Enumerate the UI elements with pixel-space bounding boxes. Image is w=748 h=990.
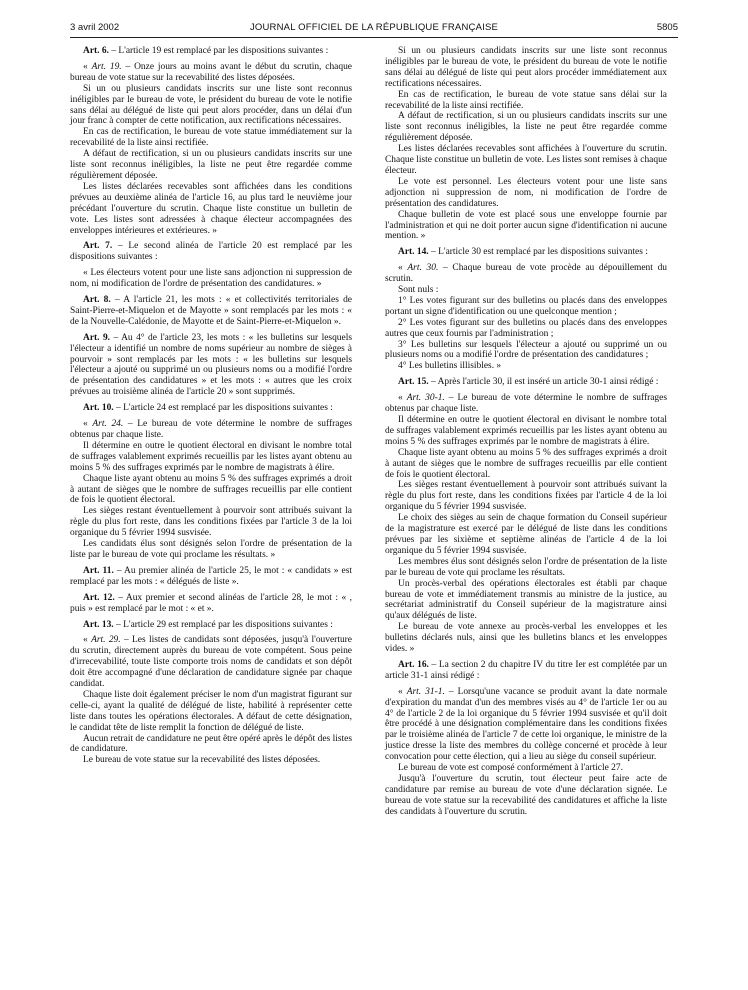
quoted-article-text: – Lorsqu'une vacance se produit avant la date normale d'expiration du mandat d'un des membres visés au 4° de l'article 1er ou au 4° de l'article 2 de la loi organique du 5 février 1994 susvisée et qu'il doit être procédé à une désignation complémentaire dans les conditions fixées par le troisième alinéa de l'article 7 de cette loi organique, le ministre de la justice dresse la liste des membres du collège concerné et procède à leur convocation pour cette élection, qui a lieu au siège du conseil supérieur. bbox=[385, 686, 668, 763]
paragraph: Le bureau de vote est composé conformément à l'article 27. bbox=[398, 763, 623, 774]
article-heading bbox=[70, 295, 352, 328]
paragraph: Il détermine en outre le quotient électoral en divisant le nombre total de suffrages valablement exprimés recueillis par les listes ayant obtenu au moins 5 % des suffrages exprimés par le nombre de magistrats à élire. bbox=[385, 415, 667, 447]
article-text: – L'article 19 est remplacé par les dispositions suivantes : bbox=[111, 46, 329, 56]
paragraph: Si un ou plusieurs candidats inscrits sur une liste sont reconnus inéligibles par le bureau de vote, le président du bureau de vote le notifie sans délai au délégué de liste qui peut alors procéder immédiatement aux rectifications nécessaires. bbox=[385, 46, 667, 89]
quoted-article: « Art. 19. – Onze jours au moins avant le début du scrutin, chaque bureau de vote statue sur la recevabilité des listes déposées. bbox=[70, 61, 352, 83]
quoted-article-text: « Les électeurs votent pour une liste sans adjonction ni suppression de nom, ni modification de l'ordre de présentation des candidatures. » bbox=[70, 268, 352, 290]
quoted-article-ref: Art. 29. bbox=[91, 635, 121, 646]
quoted-article: « Art. 24. – Le bureau de vote détermine le nombre de suffrages obtenus par chaque liste. bbox=[70, 419, 353, 440]
paragraph: Chaque bulletin de vote est placé sous une enveloppe fournie par l'administration et qui ne doit porter aucun signe d'identification ni aucune mention. » bbox=[385, 209, 667, 242]
header-rule bbox=[70, 37, 678, 38]
issue-date: 3 avril 2002 bbox=[70, 22, 120, 33]
article-label: Art. 16. bbox=[398, 659, 429, 670]
paragraph: Chaque liste ayant obtenu au moins 5 % des suffrages exprimés a droit à autant de sièges que le nombre de suffrages recueillis par elle contient de fois le quotient électoral. bbox=[385, 447, 667, 480]
article-label: Art. 12. bbox=[83, 592, 115, 603]
article-label: Art. 8. bbox=[83, 295, 111, 306]
article-heading bbox=[70, 46, 352, 57]
paragraph: 4° Les bulletins illisibles. » bbox=[398, 361, 502, 372]
paragraph: A défaut de rectification, si un ou plusieurs candidats inscrits sur une liste sont reconnus inéligibles, la liste ne peut être regardée comme régulièrement déposée. bbox=[385, 111, 667, 144]
quoted-article-ref: Art. 30. bbox=[407, 263, 439, 274]
paragraph: Sont nuls : bbox=[398, 285, 439, 296]
article-text: – Après l'article 30, il est inséré un article 30-1 ainsi rédigé : bbox=[431, 377, 659, 388]
paragraph: Il détermine en outre le quotient électoral en divisant le nombre total de suffrages valablement exprimés recueillis par les listes ayant obtenu au moins 5 % des suffrages exprimés par le nombre de magistrats à élire. bbox=[70, 440, 352, 473]
article-text: – Au 4° de l'article 23, les mots : « les bulletins sur lesquels l'électeur a identifié un nombre de noms supérieur au nombre de sièges à pourvoir » sont remplacés par les mots : « les bulletins sur lesquels l'électeur a ajouté ou supprimé un ou plusieurs noms ou a modifié l'ordre de présentation des candidatures » et les mots : « autres que les croix prévues au troisième alinéa de l'article 20 » sont supprimés. bbox=[70, 332, 353, 398]
paragraph: 1° Les votes figurant sur des bulletins ou placés dans des enveloppes portant un signe d'identification ou une quelconque mention ; bbox=[385, 295, 667, 317]
quoted-article-text: – Le bureau de vote détermine le nombre de suffrages obtenus par chaque liste. bbox=[70, 419, 353, 440]
paragraph: 2° Les votes figurant sur des bulletins ou placés dans des enveloppes autres que ceux fournis par l'administration ; bbox=[385, 317, 667, 339]
article-heading bbox=[70, 620, 352, 631]
article-text: – Le second alinéa de l'article 20 est remplacé par les dispositions suivantes : bbox=[70, 241, 352, 263]
quoted-article-text: – Le bureau de vote détermine le nombre de suffrages obtenus par chaque liste. bbox=[385, 393, 667, 415]
article-label: Art. 10. bbox=[83, 403, 114, 414]
article-label: Art. 7. bbox=[83, 241, 113, 252]
paragraph: Le bureau de vote annexe au procès-verbal les enveloppes et les bulletins déclarés nuls, ainsi que les bulletins blancs et les enveloppes vides. » bbox=[385, 622, 667, 655]
page-header bbox=[70, 22, 678, 38]
article-heading bbox=[385, 247, 667, 258]
paragraph: Les sièges restant éventuellement à pourvoir sont attribués suivant la règle du plus fort reste, dans les conditions fixées par l'article 4 de la loi organique du 5 février 1994 susvisée. bbox=[385, 480, 667, 513]
paragraph: En cas de rectification, le bureau de vote statue immédiatement sur la recevabilité de la liste ainsi rectifiée. bbox=[70, 127, 352, 149]
quoted-article: « Art. 30. – Chaque bureau de vote procède au dépouillement du scrutin. bbox=[385, 263, 668, 285]
quoted-article-ref: Art. 31-1. bbox=[406, 686, 445, 697]
paragraph: Le bureau de vote statue sur la recevabilité des listes déposées. bbox=[83, 755, 321, 766]
quoted-article-text: – Chaque bureau de vote procède au dépouillement du scrutin. bbox=[385, 263, 668, 285]
article-text: – A l'article 21, les mots : « et collectivités territoriales de Saint-Pierre-et-Miquelon et de Mayotte » sont remplacés par les mots : « de la Nouvelle-Calédonie, de Mayotte et de Saint-Pierre-et-Miquelon ». bbox=[70, 295, 352, 327]
paragraph: Aucun retrait de candidature ne peut être opéré après le dépôt des listes de candidature. bbox=[70, 733, 352, 755]
paragraph: 3° Les bulletins sur lesquels l'électeur a ajouté ou supprimé un ou plusieurs noms ou a modifié l'ordre de présentation des candidatures ; bbox=[385, 339, 667, 361]
paragraph: Les membres élus sont désignés selon l'ordre de présentation de la liste par le bureau de vote qui proclame les résultats. bbox=[385, 556, 667, 578]
article-heading bbox=[70, 333, 352, 398]
article-label: Art. 15. bbox=[398, 377, 429, 388]
quoted-article: « Art. 29. – Les listes de candidats sont déposées, jusqu'à l'ouverture du scrutin, directement auprès du bureau de vote compétent. Sous peine d'irrecevabilité, toute liste comporte trois noms de candidats et son dépôt doit être accompagné d'une déclaration de candidature signée par chaque candidat. bbox=[70, 635, 352, 690]
left-column bbox=[70, 46, 352, 766]
paragraph: Les candidats élus sont désignés selon l'ordre de présentation de la liste par le bureau de vote qui proclame les résultats. » bbox=[70, 539, 352, 560]
article-text: – Au premier alinéa de l'article 25, le mot : « candidats » est remplacé par les mots : « délégués de liste ». bbox=[70, 565, 352, 587]
right-column bbox=[385, 46, 667, 818]
quoted-article: « Art. 30-1. – Le bureau de vote détermine le nombre de suffrages obtenus par chaque liste. bbox=[385, 393, 667, 415]
paragraph: En cas de rectification, le bureau de vote statue sans délai sur la recevabilité de la liste ainsi rectifiée. bbox=[385, 89, 667, 111]
paragraph: Les listes déclarées recevables sont affichées à l'ouverture du scrutin. Chaque liste constitue un bulletin de vote. Les listes sont remises à chaque électeur. bbox=[385, 144, 667, 176]
page-number: 5805 bbox=[656, 22, 678, 33]
paragraph: Chaque liste doit également préciser le nom d'un magistrat figurant sur celle-ci, ayant la qualité de délégué de liste, habilité à représenter cette liste dans toutes les opérations électorales. A défaut de cette désignation, le candidat tête de liste remplit la fonction de délégué de liste. bbox=[70, 689, 352, 733]
article-text: – L'article 24 est remplacé par les dispositions suivantes : bbox=[116, 403, 333, 414]
quoted-article bbox=[70, 268, 352, 290]
article-text: – La section 2 du chapitre IV du titre Ier est complétée par un article 31-1 ainsi rédigé : bbox=[385, 659, 667, 681]
quoted-article-text: – Onze jours au moins avant le début du scrutin, chaque bureau de vote statue sur la recevabilité des listes déposées. bbox=[70, 61, 352, 83]
article-label: Art. 6. bbox=[83, 46, 109, 56]
article-text: – L'article 30 est remplacé par les dispositions suivantes : bbox=[431, 247, 648, 258]
quoted-article-text: – Les listes de candidats sont déposées, jusqu'à l'ouverture du scrutin, directement auprès du bureau de vote compétent. Sous peine d'irrecevabilité, toute liste comporte trois noms de candidats et son dépôt doit être accompagné d'une déclaration de candidature signée par chaque candidat. bbox=[70, 635, 352, 690]
article-label: Art. 13. bbox=[83, 619, 114, 630]
article-heading bbox=[385, 660, 667, 682]
paragraph: A défaut de rectification, si un ou plusieurs candidats inscrits sur une liste sont reconnus inéligibles, la liste ne peut être regardée comme régulièrement déposée. bbox=[70, 149, 352, 181]
article-label: Art. 9. bbox=[83, 332, 111, 343]
article-heading bbox=[70, 593, 352, 615]
paragraph: Le vote est personnel. Les électeurs votent pour une liste sans adjonction ni suppression de nom, ni modification de l'ordre de présentation des candidatures. bbox=[385, 176, 667, 209]
article-label: Art. 14. bbox=[398, 247, 429, 258]
quoted-article-ref: Art. 24. bbox=[92, 419, 124, 430]
quoted-article: « Art. 31-1. – Lorsqu'une vacance se produit avant la date normale d'expiration du mandat d'un des membres visés au 4° de l'article 1er ou au 4° de l'article 2 de la loi organique du 5 février 1994 susvisée et qu'il doit être procédé à une désignation complémentaire dans les conditions fixées par le troisième alinéa de l'article 7 de cette loi organique, le ministre de la justice dresse la liste des membres du collège concerné et procède à leur convocation pour cette élection, qui a lieu au siège du conseil supérieur. bbox=[385, 686, 668, 763]
article-heading bbox=[385, 377, 667, 388]
article-heading bbox=[70, 566, 352, 588]
paragraph: Un procès-verbal des opérations électorales est établi par chaque bureau de vote et immédiatement transmis au ministre de la justice, au secrétariat administratif du Conseil supérieur de la magistrature ainsi qu'aux délégués de liste. bbox=[385, 578, 667, 622]
paragraph: Le choix des sièges au sein de chaque formation du Conseil supérieur de la magistrature est exercé par le délégué de liste dans les conditions prévues par les sixième et septième alinéas de l'article 4 de la loi organique du 5 février 1994 susvisée. bbox=[385, 513, 667, 556]
paragraph: Jusqu'à l'ouverture du scrutin, tout électeur peut faire acte de candidature par remise au bureau de vote d'une déclaration signée. Le bureau de vote statue sur la recevabilité des candidatures et affiche la liste des candidats à l'ouverture du scrutin. bbox=[385, 774, 667, 817]
article-label: Art. 11. bbox=[83, 565, 114, 576]
article-text: – L'article 29 est remplacé par les dispositions suivantes : bbox=[116, 619, 333, 630]
paragraph: Les sièges restant éventuellement à pourvoir sont attribués suivant la règle du plus fort reste, dans les conditions fixées par l'article 3 de la loi organique du 5 février 1994 susvisée. bbox=[70, 506, 352, 539]
journal-title: JOURNAL OFFICIEL DE LA RÉPUBLIQUE FRANÇAISE bbox=[249, 22, 499, 33]
paragraph: Chaque liste ayant obtenu au moins 5 % des suffrages exprimés a droit à autant de sièges que le nombre de suffrages recueillis par elle contient de fois le quotient électoral. bbox=[70, 473, 352, 506]
article-text: – Aux premier et second alinéas de l'article 28, le mot : « , puis » est remplacé par le mot : « et ». bbox=[70, 592, 353, 614]
article-heading bbox=[70, 403, 352, 414]
quoted-article-ref: Art. 30-1. bbox=[406, 393, 445, 404]
quoted-article-ref: Art. 19. bbox=[91, 61, 122, 72]
article-heading bbox=[70, 241, 352, 263]
paragraph: Si un ou plusieurs candidats inscrits sur une liste sont reconnus inéligibles par le bureau de vote, le président du bureau de vote le notifie sans délai au délégué de liste qui peut alors procéder, dans un délai d'un jour franc à compter de cette notification, aux rectifications nécessaires. bbox=[70, 83, 352, 127]
paragraph: Les listes déclarées recevables sont affichées dans les conditions prévues au deuxième alinéa de l'article 16, au plus tard le neuvième jour précédant l'ouverture du scrutin. Chaque liste constitue un bulletin de vote. Les listes sont adressées à chaque électeur accompagnées des enveloppes intérieures et extérieures. » bbox=[70, 181, 352, 236]
